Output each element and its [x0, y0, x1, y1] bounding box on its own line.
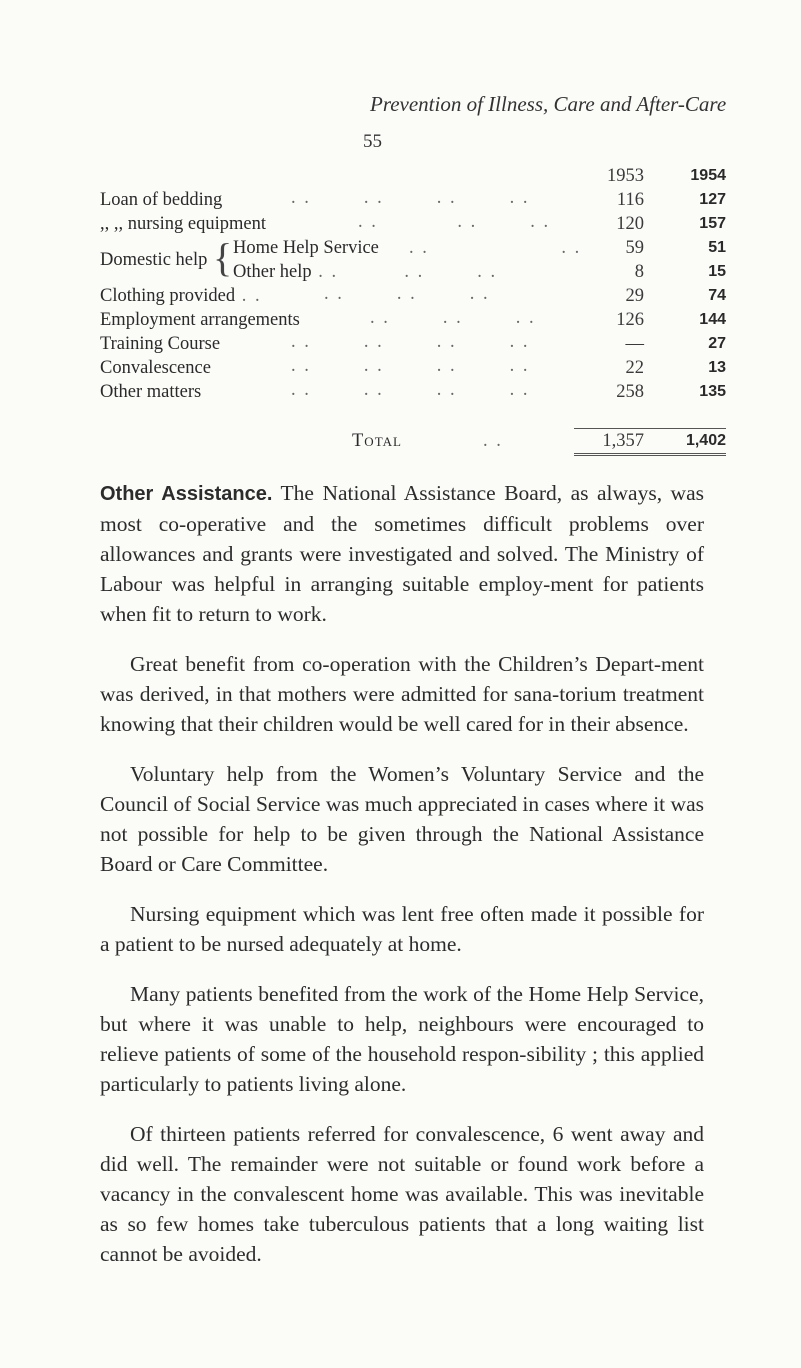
value-1953: 126 — [616, 309, 644, 330]
value-1953: — — [625, 333, 644, 354]
year-1954-header: 1954 — [690, 167, 726, 184]
value-1954: 157 — [699, 215, 726, 232]
value-1953: 22 — [625, 357, 644, 378]
table-row: Domestic help { Home Help Service . . . . Other help . . . . . . 59 51 — [100, 235, 726, 282]
row-label: Other matters — [100, 381, 202, 402]
value-1954: 144 — [699, 311, 726, 328]
value-1954: 13 — [708, 359, 726, 376]
total-row: Total . . 1,357 1,402 — [100, 429, 726, 455]
row-label: ,, ,, nursing equipment — [100, 213, 266, 234]
table-header-row — [100, 164, 726, 188]
paragraph: Of thirteen patients referred for convalescence, 6 went away and did well. The remainder were not suitable or found work before a vacancy in the convalescent home was available. This was inevitable as so few homes take tuberculous patients that a long waiting list cannot be avoided. — [100, 1122, 704, 1266]
table-row: Other matters . . . . . . . . 258 135 — [100, 380, 726, 404]
section-heading: Other Assistance. — [100, 483, 273, 505]
table-row: Loan of bedding . . . . . . . . 116 127 — [100, 188, 726, 212]
value-1953: 59 — [625, 237, 644, 258]
value-1954: 135 — [699, 383, 726, 400]
row-label: Other help — [233, 262, 312, 282]
row-label: Employment arrangements — [100, 309, 300, 330]
domestic-help-label: Domestic help — [100, 250, 208, 270]
value-1953: 258 — [616, 381, 644, 402]
table-row: Convalescence . . . . . . . . 22 13 — [100, 356, 726, 380]
row-label: Home Help Service — [233, 238, 379, 258]
body-text — [100, 478, 704, 1289]
total-1954: 1,402 — [644, 429, 726, 455]
value-1953: 116 — [616, 189, 644, 210]
value-1954: 127 — [699, 191, 726, 208]
value-1953: 29 — [625, 285, 644, 306]
total-label: Total — [352, 430, 402, 451]
row-label: Training Course — [100, 333, 221, 354]
value-1953: 120 — [616, 213, 644, 234]
running-title: Prevention of Illness, Care and After-Care — [370, 92, 727, 116]
paragraph: Voluntary help from the Women’s Voluntary Service and the Council of Social Service was much appreciated in cases where it was not possible for help to be given through the National Assistance Board or Care Committee. — [100, 762, 704, 876]
paragraph: Other Assistance. The National Assistance Board, as always, was most co-operative and the sometimes difficult problems over allowances and grants were investigated and solved. The Ministry of Labour was helpful in arranging suitable employ-ment for patients when fit to return to work. — [100, 481, 704, 626]
table-row: Training Course . . . . . . . . — 27 — [100, 332, 726, 356]
value-1953: 8 — [634, 261, 644, 282]
table-row: ,, ,, nursing equipment . . . . . . 120 157 — [100, 212, 726, 236]
year-1953-header: 1953 — [607, 165, 644, 186]
paragraph: Great benefit from co-operation with the Children’s Depart-ment was derived, in that mothers were admitted for sana-torium treatment knowing that their children would be well cared for in their absence. — [100, 652, 704, 736]
total-1953: 1,357 — [574, 429, 644, 455]
row-label: Convalescence — [100, 357, 211, 378]
assistance-table — [100, 164, 726, 456]
value-1954: 27 — [708, 335, 726, 352]
paragraph: Nursing equipment which was lent free often made it possible for a patient to be nursed adequately at home. — [100, 902, 704, 956]
row-label: Loan of bedding — [100, 189, 223, 210]
value-1954: 51 — [708, 239, 726, 256]
brace-icon: { — [213, 235, 233, 280]
value-1954: 74 — [708, 287, 726, 304]
row-label: Clothing provided — [100, 285, 236, 306]
page-number: 55 — [363, 131, 382, 152]
paragraph: Many patients benefited from the work of the Home Help Service, but where it was unable to help, neighbours were encouraged to relieve patients of some of the household respon-sibility ; this applied particularly to patients living alone. — [100, 982, 704, 1096]
table-row: Clothing provided . . . . . . . . 29 74 — [100, 284, 726, 308]
value-1954: 15 — [708, 263, 726, 280]
table-row: Employment arrangements . . . . . . 126 144 — [100, 308, 726, 332]
